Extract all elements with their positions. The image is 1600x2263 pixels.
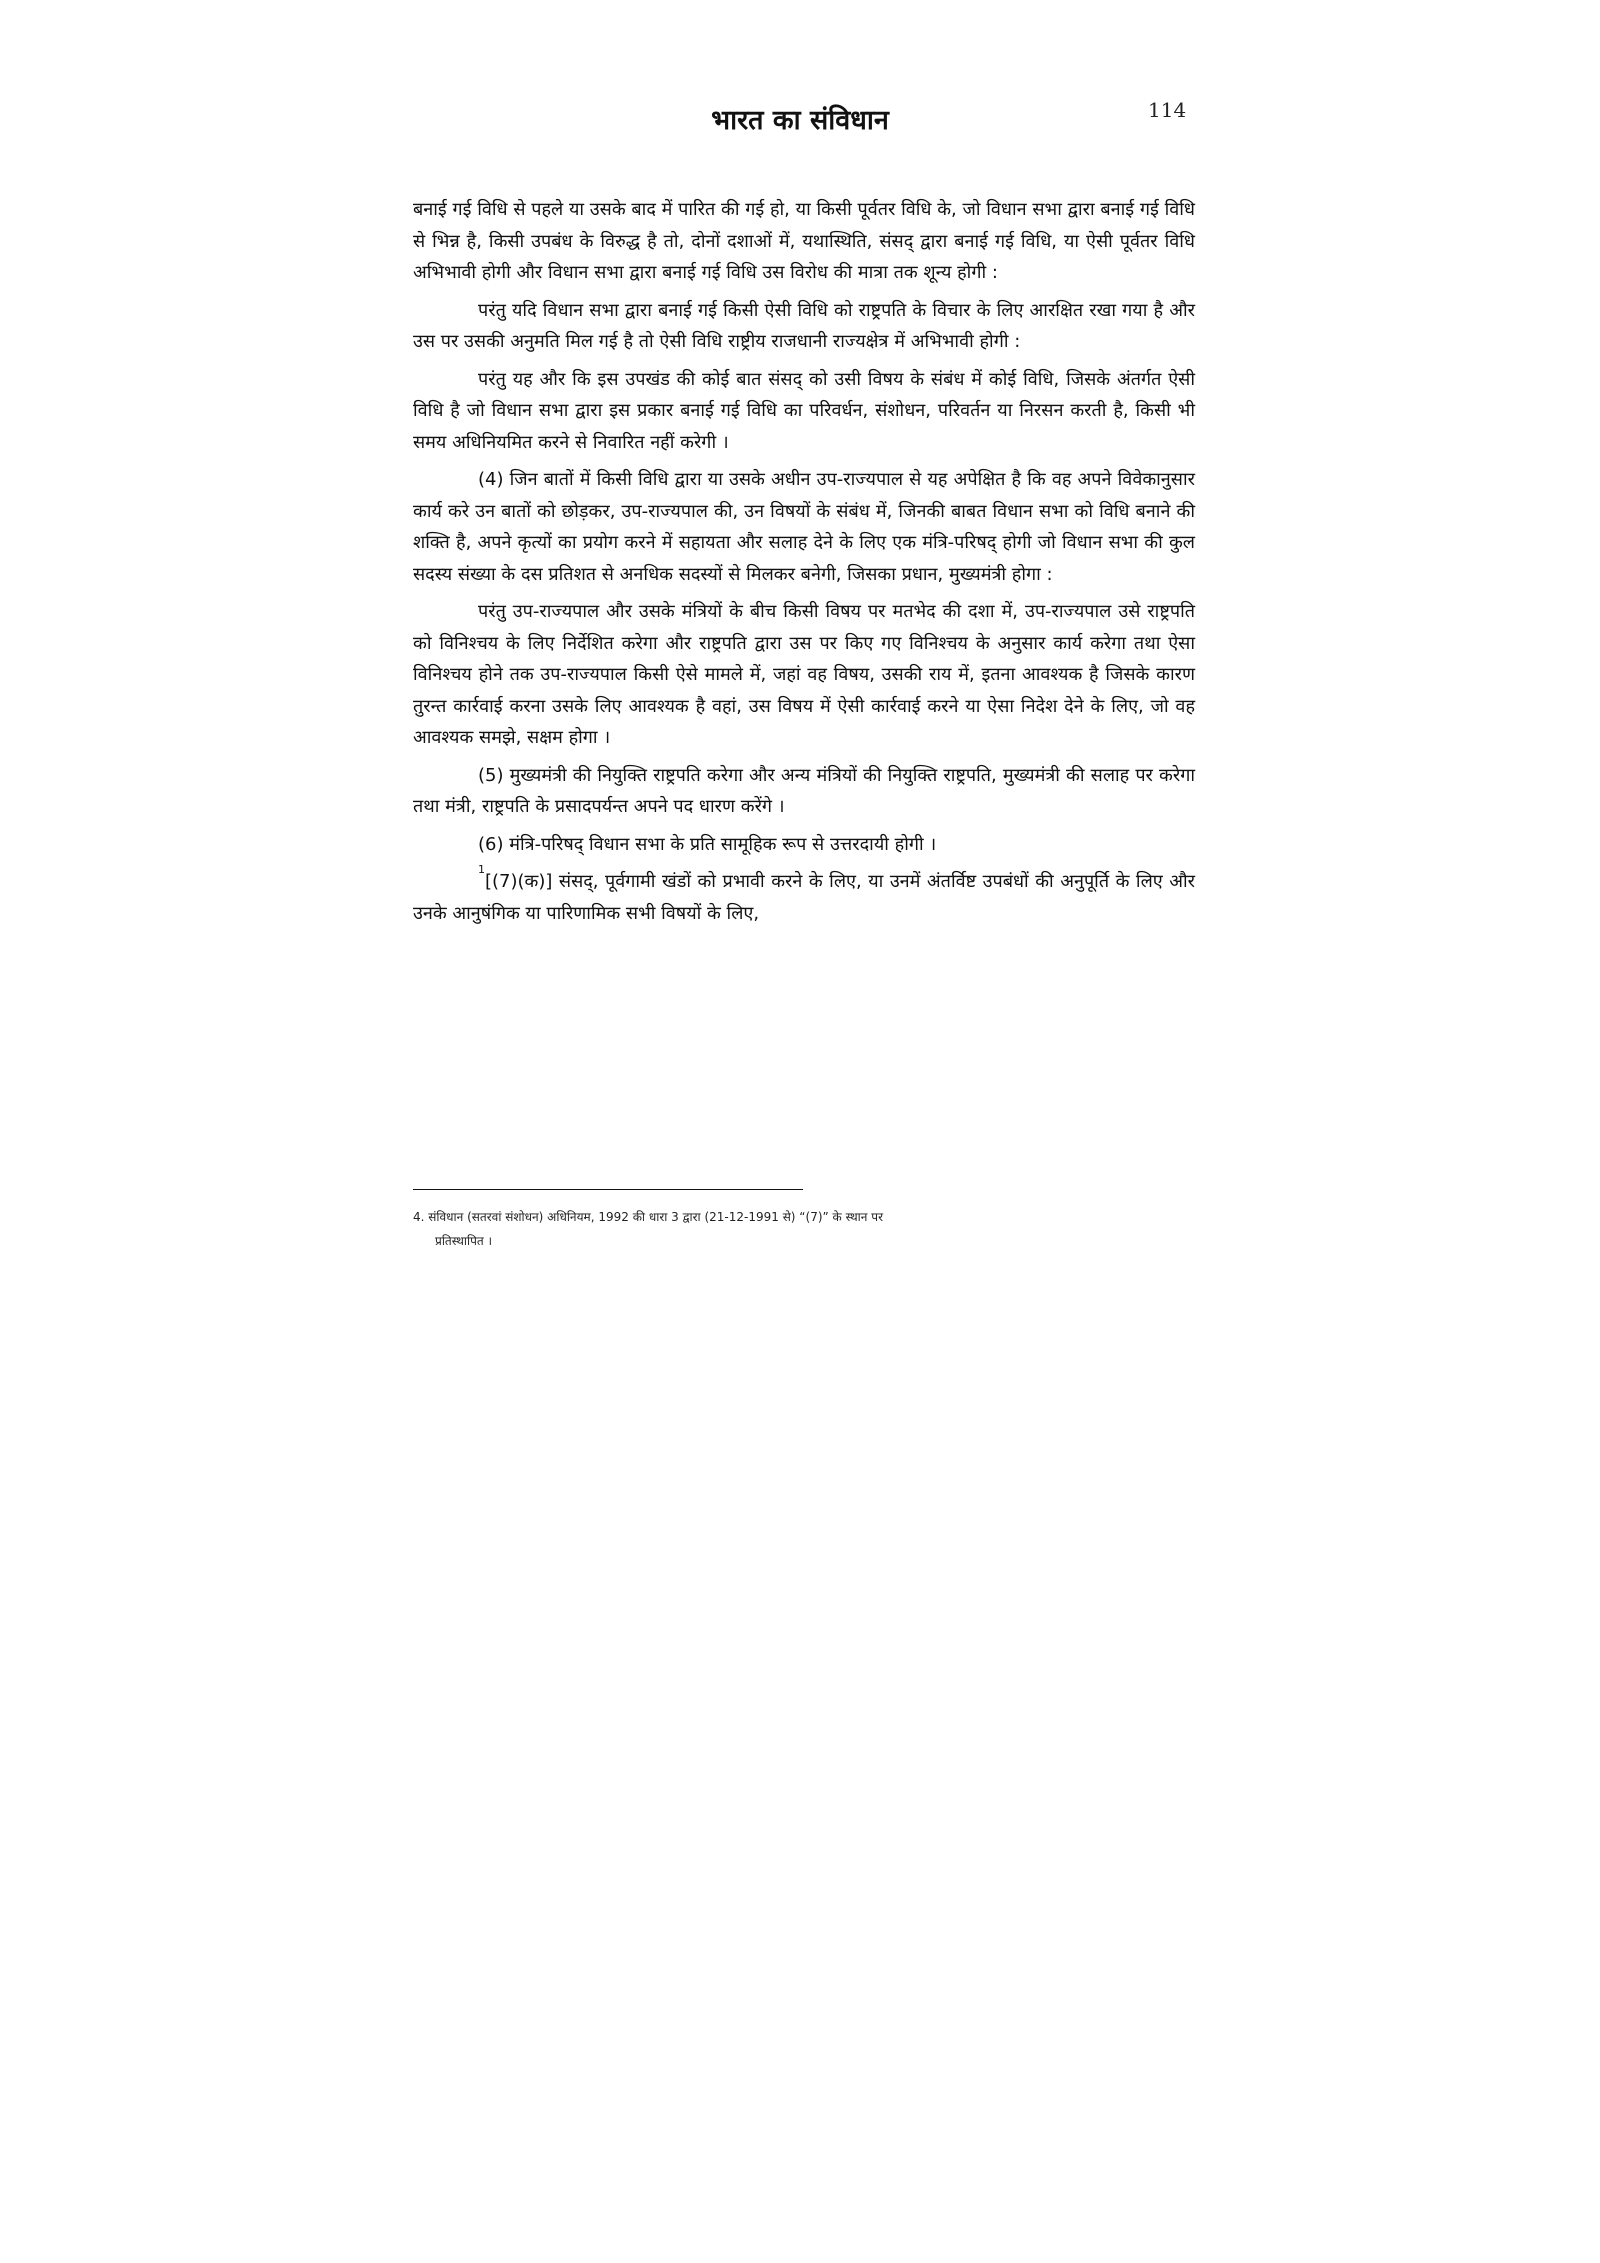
clause-7a-text: [(7)(क)] संसद्, पूर्वगामी खंडों को प्रभावी करने के लिए, या उनमें अंतर्विष्ट उपबंधों की अनुपूर्ति के लिए और उनके आनुषंगिक या पारिणामिक सभी विषयों के लिए, (413, 871, 1195, 924)
clause-5: (5) मुख्यमंत्री की नियुक्ति राष्ट्रपति करेगा और अन्य मंत्रियों की नियुक्ति राष्ट्रपति, मुख्यमंत्री की सलाह पर करेगा तथा मंत्री, राष्ट्रपति के प्रसादपर्यन्त अपने पद धारण करेंगे । (413, 764, 1195, 817)
paragraph-1: बनाई गई विधि से पहले या उसके बाद में पारित की गई हो, या किसी पूर्वतर विधि के, जो विधान सभा द्वारा बनाई गई विधि से भिन्न है, किसी उपबंध के विरुद्ध है तो, दोनों दशाओं में, यथास्थिति, संसद् द्वारा बनाई गई विधि, या ऐसी पूर्वतर विधि अभिभावी होगी और विधान सभा द्वारा बनाई गई विधि उस विरोध की मात्रा तक शून्य होगी : (413, 199, 1195, 283)
footnote-text: 4. संविधान (सतरवां संशोधन) अधिनियम, 1992 की धारा 3 द्वारा (21-12-1991 से) “(7)” के स्थान पर (413, 1210, 883, 1224)
paragraph-proviso-3: परंतु उप-राज्यपाल और उसके मंत्रियों के बीच किसी विषय पर मतभेद की दशा में, उप-राज्यपाल उसे राष्ट्रपति को विनिश्चय के लिए निर्देशित करेगा और राष्ट्रपति द्वारा उस पर किए गए विनिश्चय के अनुसार कार्य करेगा तथा ऐसा विनिश्चय होने तक उप-राज्यपाल किसी ऐसे मामले में, जहां वह विषय, उसकी राय में, इतना आवश्यक है जिसके कारण तुरन्त कार्रवाई करना उसके लिए आवश्यक है वहां, उस विषय में ऐसी कार्रवाई करने या ऐसा निदेश देने के लिए, जो वह आवश्यक समझे, सक्षम होगा । (413, 601, 1195, 748)
paragraph-proviso-1: परंतु यदि विधान सभा द्वारा बनाई गई किसी ऐसी विधि को राष्ट्रपति के विचार के लिए आरक्षित रखा गया है और उस पर उसकी अनुमति मिल गई है तो ऐसी विधि राष्ट्रीय राजधानी राज्यक्षेत्र में अभिभावी होगी : (413, 299, 1195, 352)
page-title: भारत का संविधान (711, 105, 889, 136)
clause-7a (413, 863, 1195, 929)
footnote-continuation: प्रतिस्थापित । (435, 1234, 493, 1248)
footnote-divider (413, 1189, 803, 1190)
page-number: 114 (1148, 98, 1187, 122)
footnote-marker: 1 (478, 863, 485, 876)
clause-6: (6) मंत्रि-परिषद् विधान सभा के प्रति सामूहिक रूप से उत्तरदायी होगी । (478, 833, 937, 855)
paragraph-proviso-2: परंतु यह और कि इस उपखंड की कोई बात संसद् को उसी विषय के संबंध में कोई विधि, जिसके अंतर्गत ऐसी विधि है जो विधान सभा द्वारा इस प्रकार बनाई गई विधि का परिवर्धन, संशोधन, परिवर्तन या निरसन करती है, किसी भी समय अधिनियमित करने से निवारित नहीं करेगी । (413, 368, 1195, 453)
clause-4: (4) जिन बातों में किसी विधि द्वारा या उसके अधीन उप-राज्यपाल से यह अपेक्षित है कि वह अपने विवेकानुसार कार्य करे उन बातों को छोड़कर, उप-राज्यपाल की, उन विषयों के संबंध में, जिनकी बाबत विधान सभा को विधि बनाने की शक्ति है, अपने कृत्यों का प्रयोग करने में सहायता और सलाह देने के लिए एक मंत्रि-परिषद् होगी जो विधान सभा की कुल सदस्य संख्या के दस प्रतिशत से अनधिक सदस्यों से मिलकर बनेगी, जिसका प्रधान, मुख्यमंत्री होगा : (413, 469, 1195, 585)
body-text (413, 194, 1195, 935)
footnote (413, 1205, 1195, 1253)
